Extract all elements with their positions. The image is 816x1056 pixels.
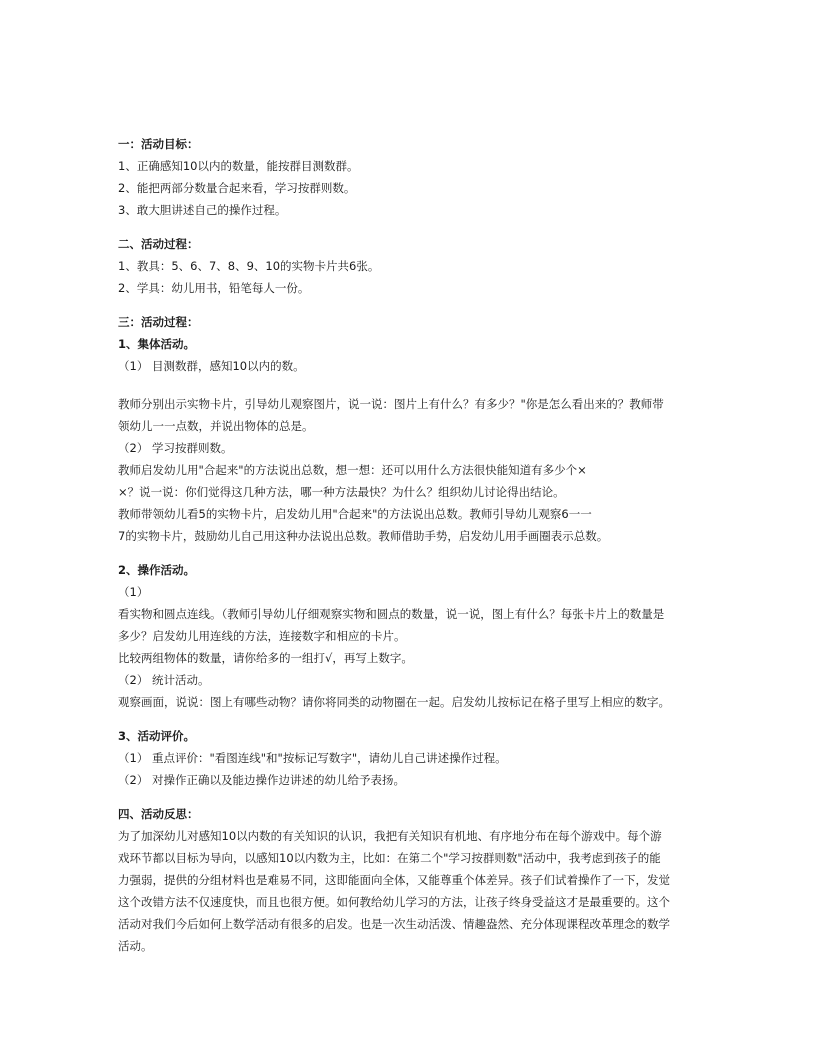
paragraph-line: 教师分别出示实物卡片，引导幼儿观察图片，说一说：图片上有什么？有多少？"你是怎么看出来的？教师带 [118,397,664,411]
goal-item: 1、正确感知10以内的数量，能按群目测数群。 [118,159,359,173]
paragraph-line: 比较两组物体的数量，请你给多的一组打√，再写上数字。 [118,651,413,665]
paragraph-line: 7的实物卡片，鼓励幼儿自己用这种办法说出总数。教师借助手势，启发幼儿用手画圈表示总数。 [118,529,609,543]
subheading-hands-on-activity: 2、操作活动。 [118,563,196,577]
subheading-evaluation: 3、活动评价。 [118,729,196,743]
paragraph-line: 活动。 [118,939,153,953]
paragraph-line: （1） 目测数群，感知10以内的数。 [118,359,305,373]
material-item: 1、教具：5、6、7、8、9、10的实物卡片共6张。 [118,259,380,273]
paragraph-line: 看实物和圆点连线。（教师引导幼儿仔细观察实物和圆点的数量，说一说，图上有什么？每张卡片上的数量是 [118,607,665,621]
document-body [118,133,698,957]
section-heading-goals: 一：活动目标： [118,137,199,151]
section-heading-materials: 二、活动过程： [118,237,199,251]
paragraph-line: ×？说一说：你们觉得这几种方法，哪一种方法最快？为什么？组织幼儿讨论得出结论。 [118,485,565,499]
paragraph-line: 教师带领幼儿看5的实物卡片，启发幼儿用"合起来"的方法说出总数。教师引导幼儿观察6一一 [118,507,592,521]
goal-item: 3、敢大胆讲述自己的操作过程。 [118,203,287,217]
paragraph-line: 这个改错方法不仅速度快，而且也很方便。如何教给幼儿学习的方法，让孩子终身受益这才是最重要的。这个 [118,895,670,909]
goal-item: 2、能把两部分数量合起来看，学习按群则数。 [118,181,356,195]
paragraph-line: 戏环节都以目标为导向，以感知10以内数为主，比如：在第二个"学习按群则数"活动中，我考虑到孩子的能 [118,851,661,865]
paragraph-line: 活动对我们今后如何上数学活动有很多的启发。也是一次生动活泼、情趣盎然、充分体现课程改革理念的数学 [118,917,670,931]
paragraph-line: 领幼儿一一点数，并说出物体的总是。 [118,419,314,433]
subheading-group-activity: 1、集体活动。 [118,337,196,351]
paragraph-line: （2） 对操作正确以及能边操作边讲述的幼儿给予表扬。 [118,773,405,787]
material-item: 2、学具：幼儿用书，铅笔每人一份。 [118,281,310,295]
paragraph-line: （2） 学习按群则数。 [118,441,233,455]
section-heading-reflection: 四、活动反思： [118,807,199,821]
paragraph-line: 教师启发幼儿用"合起来"的方法说出总数，想一想：还可以用什么方法很快能知道有多少个× [118,463,587,477]
section-heading-process: 三：活动过程： [118,315,199,329]
paragraph-line: 力强弱，提供的分组材料也是难易不同，这即能面向全体，又能尊重个体差异。孩子们试着操作了一下，发觉 [118,873,670,887]
paragraph-line: （2） 统计活动。 [118,673,210,687]
paragraph-line: 为了加深幼儿对感知10以内数的有关知识的认识，我把有关知识有机地、有序地分布在每个游戏中。每个游 [118,829,662,843]
paragraph-line: 多少？启发幼儿用连线的方法，连接数字和相应的卡片。 [118,629,406,643]
paragraph-line: （1） [118,585,149,599]
paragraph-line: （1） 重点评价："看图连线"和"按标记写数字"，请幼儿自己讲述操作过程。 [118,751,507,765]
paragraph-line: 观察画面，说说：图上有哪些动物？请你将同类的动物圈在一起。启发幼儿按标记在格子里写上相应的数字。 [118,695,670,709]
